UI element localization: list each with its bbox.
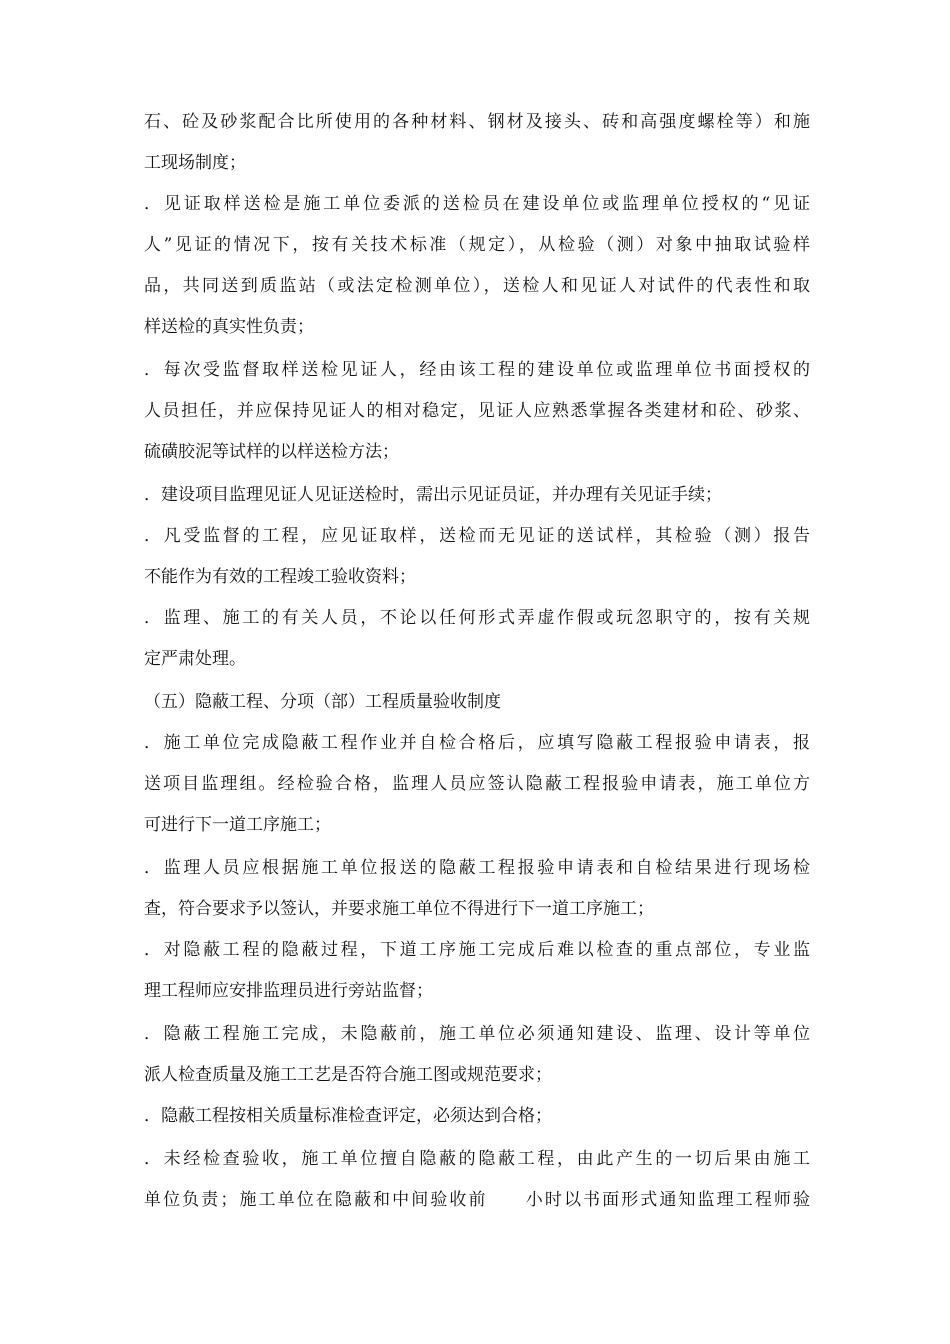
- text-line: 样送检的真实性负责；: [144, 317, 314, 337]
- text-line: 人”见证的情况下，按有关技术标准（规定），从检验（测）对象中抽取试验样: [144, 235, 810, 255]
- text-line: 定严肃处理。: [144, 649, 246, 669]
- text-line: ．建设项目监理见证人见证送检时，需出示见证员证，并办理有关见证手续；: [144, 485, 722, 505]
- text-line: ．监理人员应根据施工单位报送的隐蔽工程报验申请表和自检结果进行现场检: [144, 858, 810, 878]
- text-line: ．监理、施工的有关人员，不论以任何形式弄虚作假或玩忽职守的，按有关规: [144, 608, 810, 628]
- text-line: 送项目监理组。经检验合格，监理人员应签认隐蔽工程报验申请表，施工单位方: [144, 774, 810, 794]
- text-line: ．见证取样送检是施工单位委派的送检员在建设单位或监理单位授权的“见证: [144, 194, 810, 214]
- text-line: ．隐蔽工程按相关质量标准检查评定，必须达到合格；: [144, 1106, 552, 1126]
- text-line: ．对隐蔽工程的隐蔽过程，下道工序施工完成后难以检查的重点部位，专业监: [144, 940, 810, 960]
- text-line: 硫磺胶泥等试样的以样送检方法；: [144, 442, 399, 462]
- text-line: 可进行下一道工序施工；: [144, 815, 331, 835]
- text-line: ．隐蔽工程施工完成，未隐蔽前，施工单位必须通知建设、监理、设计等单位: [144, 1024, 810, 1044]
- text-line: ．凡受监督的工程，应见证取样，送检而无见证的送试样，其检验（测）报告: [144, 526, 810, 546]
- text-line: ．施工单位完成隐蔽工程作业并自检合格后，应填写隐蔽工程报验申请表，报: [144, 733, 810, 753]
- text-line: 查，符合要求予以签认，并要求施工单位不得进行下一道工序施工；: [144, 899, 654, 919]
- section-heading: （五）隐蔽工程、分项（部）工程质量验收制度: [144, 692, 501, 712]
- text-line: 派人检查质量及施工工艺是否符合施工图或规范要求；: [144, 1065, 552, 1085]
- text-line: 石、砼及砂浆配合比所使用的各种材料、钢材及接头、砖和高强度螺栓等）和施: [144, 112, 810, 132]
- text-line: 人员担任，并应保持见证人的相对稳定，见证人应熟悉掌握各类建材和砼、砂浆、: [144, 401, 810, 421]
- text-line: 理工程师应安排监理员进行旁站监督；: [144, 981, 433, 1001]
- text-line: 不能作为有效的工程竣工验收资料；: [144, 567, 416, 587]
- text-line: 工现场制度；: [144, 153, 246, 173]
- text-line: 品，共同送到质监站（或法定检测单位），送检人和见证人对试件的代表性和取: [144, 276, 810, 296]
- text-line: ．每次受监督取样送检见证人，经由该工程的建设单位或监理单位书面授权的: [144, 360, 810, 380]
- text-line: 单位负责；施工单位在隐蔽和中间验收前 小时以书面形式通知监理工程师验: [144, 1190, 810, 1210]
- text-line: ．未经检查验收，施工单位擅自隐蔽的隐蔽工程，由此产生的一切后果由施工: [144, 1149, 810, 1169]
